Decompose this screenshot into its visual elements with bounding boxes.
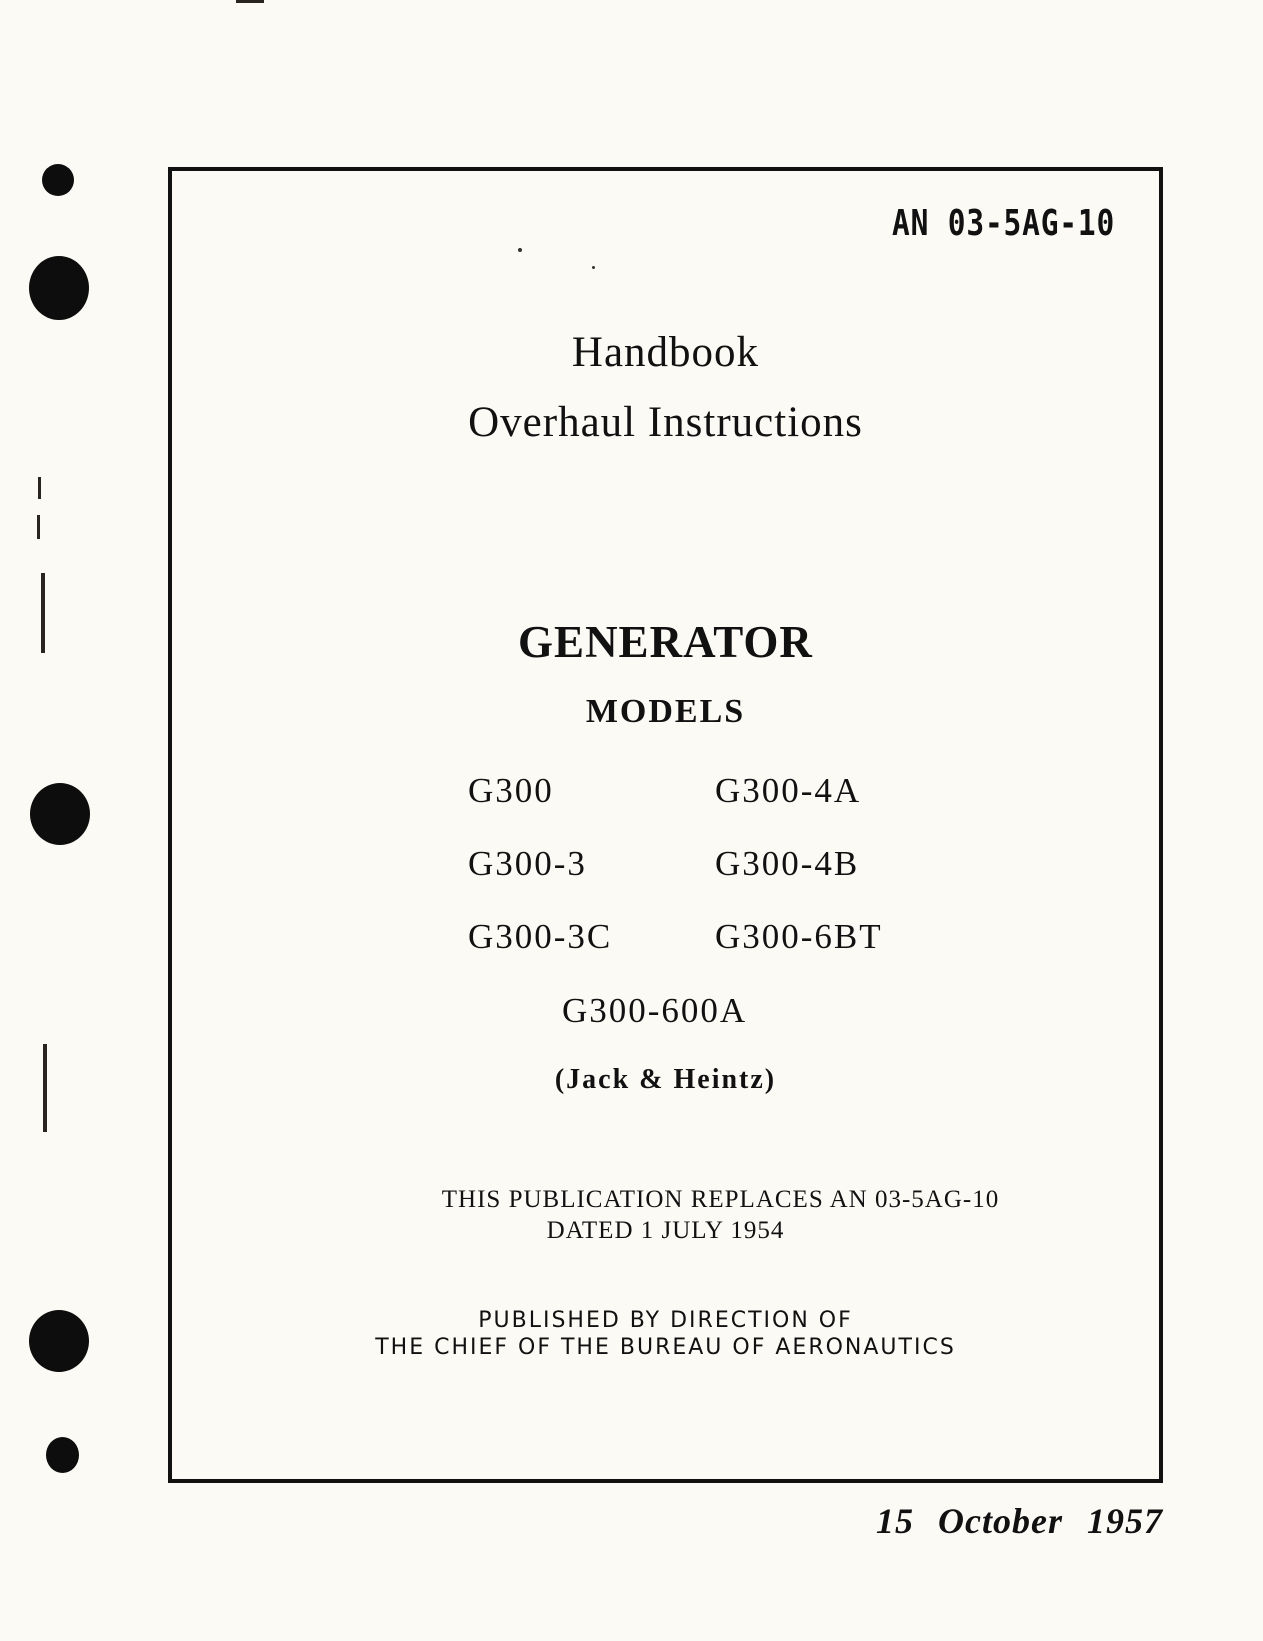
subtitle: Overhaul Instructions	[468, 399, 863, 446]
models-label: MODELS	[585, 693, 746, 730]
model-right-1: G300-4A	[715, 771, 862, 810]
binding-mark	[41, 573, 45, 653]
model-left-1: G300	[468, 771, 554, 810]
replaces-line-1: THIS PUBLICATION REPLACES AN 03-5AG-10	[441, 1186, 1000, 1213]
publication-number: AN 03-5AG-10	[891, 203, 1115, 244]
model-right-3: G300-6BT	[715, 917, 883, 956]
model-center: G300-600A	[562, 991, 748, 1030]
model-right-2: G300-4B	[715, 844, 860, 883]
binding-mark	[43, 1044, 47, 1132]
published-line-2: THE CHIEF OF THE BUREAU OF AERONAUTICS	[375, 1335, 956, 1360]
publication-date: 15 October 1957	[876, 1501, 1163, 1541]
handbook-label: Handbook	[571, 329, 760, 376]
punch-hole	[29, 256, 89, 320]
punch-hole	[42, 164, 74, 196]
binding-mark	[37, 515, 40, 539]
manufacturer: (Jack & Heintz)	[554, 1064, 777, 1095]
punch-hole	[29, 1310, 89, 1372]
punch-hole	[46, 1437, 79, 1473]
title: GENERATOR	[518, 617, 813, 667]
punch-hole	[30, 783, 90, 845]
replaces-line-2: DATED 1 JULY 1954	[546, 1217, 785, 1244]
model-left-3: G300-3C	[468, 917, 613, 956]
binding-mark	[38, 477, 41, 499]
top-edge-mark	[236, 0, 264, 3]
published-line-1: PUBLISHED BY DIRECTION OF	[478, 1308, 853, 1333]
model-left-2: G300-3	[468, 844, 587, 883]
cover-frame	[168, 167, 1163, 1483]
